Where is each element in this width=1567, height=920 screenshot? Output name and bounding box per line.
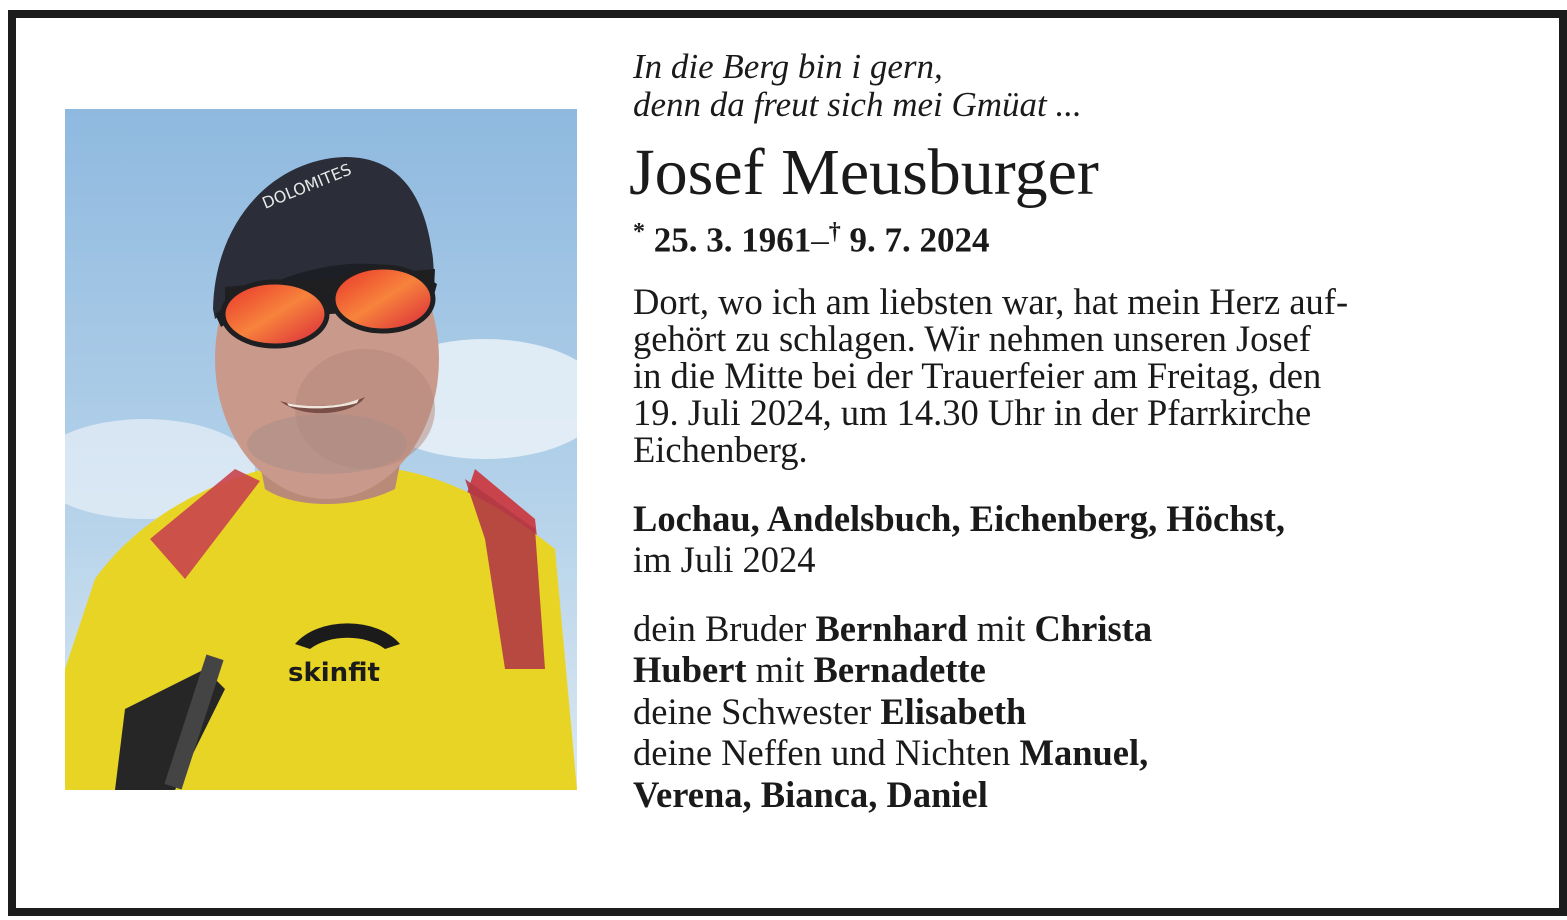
family-list xyxy=(633,608,1493,816)
family-member-name: Bernadette xyxy=(813,649,986,691)
family-line xyxy=(633,608,1493,650)
family-member-name: Bernhard xyxy=(815,607,968,649)
obituary-text xyxy=(629,47,1493,815)
cap-text: DOLOMITES xyxy=(259,159,355,213)
family-relation-text: deine Neffen und Nichten xyxy=(633,732,1020,774)
month-line: im Juli 2024 xyxy=(633,538,816,580)
life-dates xyxy=(633,212,1493,261)
family-member-name: Elisabeth xyxy=(880,690,1027,732)
family-line xyxy=(633,732,1493,774)
motto-line: denn da freut sich mei Gmüat ... xyxy=(633,85,1082,124)
family-member-name: Christa xyxy=(1034,607,1153,649)
date-separator: – xyxy=(811,220,829,260)
family-line xyxy=(633,649,1493,691)
text-line: Eichenberg. xyxy=(633,428,808,470)
family-member-name: Hubert xyxy=(633,649,747,691)
family-relation-text: mit xyxy=(967,607,1035,649)
family-relation-text: dein Bruder xyxy=(633,607,816,649)
place-line: Lochau, Andelsbuch, Eichenberg, Höchst, xyxy=(633,497,1286,539)
motto xyxy=(633,48,1493,124)
announcement-text xyxy=(633,280,1493,470)
birth-date: 25. 3. 1961 xyxy=(653,220,812,260)
stubble xyxy=(247,414,407,474)
family-line xyxy=(633,774,1493,816)
lens-right xyxy=(333,267,433,331)
death-date: 9. 7. 2024 xyxy=(849,220,990,260)
lens-left xyxy=(223,282,327,346)
text-line: Dort, wo ich am liebsten war, hat mein Herz auf- xyxy=(633,280,1349,322)
text-line: in die Mitte bei der Trauerfeier am Freitag, den xyxy=(633,354,1322,396)
family-member-name: Manuel, xyxy=(1019,732,1149,774)
motto-line: In die Berg bin i gern, xyxy=(633,47,943,86)
family-relation-text: deine Schwester xyxy=(633,690,881,732)
text-line: 19. Juli 2024, um 14.30 Uhr in der Pfarrkirche xyxy=(633,391,1312,433)
born-marker: * xyxy=(633,219,645,245)
family-member-name: Verena, Bianca, Daniel xyxy=(633,773,988,815)
deceased-name: Josef Meusburger xyxy=(629,136,1099,209)
shirt-logo-text: skinfit xyxy=(288,658,380,688)
portrait-photo xyxy=(65,109,577,790)
family-line xyxy=(633,691,1493,733)
family-relation-text: mit xyxy=(746,649,814,691)
died-marker: † xyxy=(828,219,841,245)
text-line: gehört zu schlagen. Wir nehmen unseren Josef xyxy=(633,317,1311,359)
portrait-illustration xyxy=(65,109,577,790)
